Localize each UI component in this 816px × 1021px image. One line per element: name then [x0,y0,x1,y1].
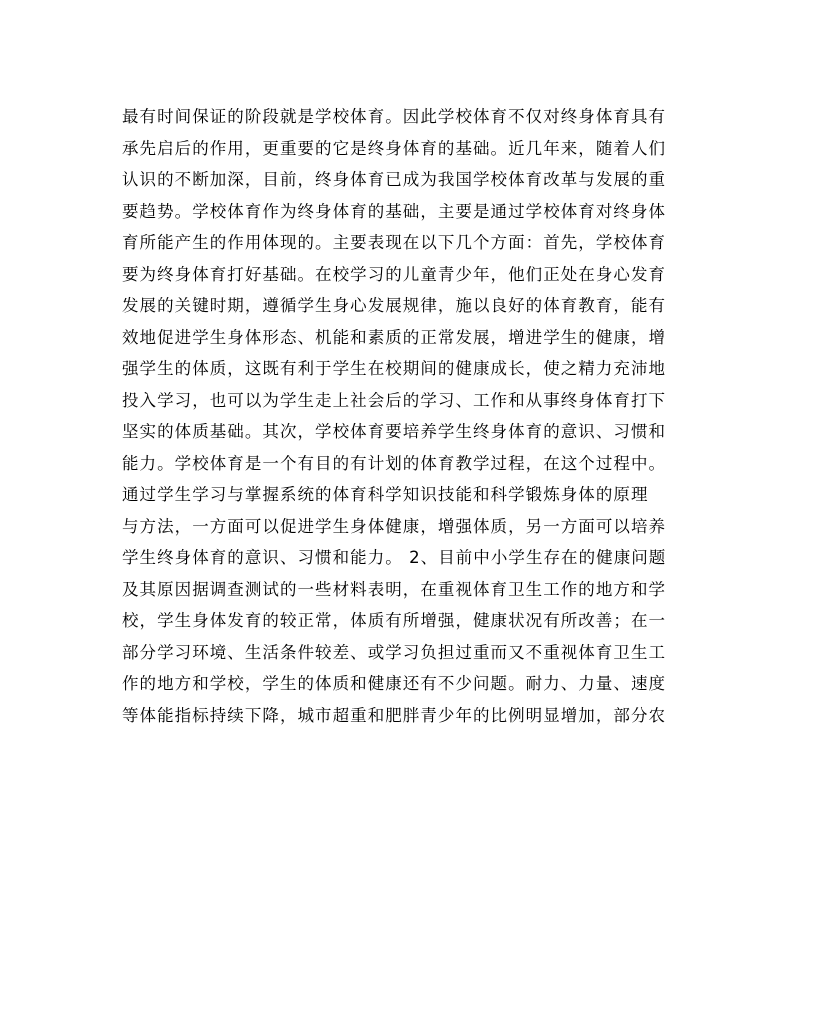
text-line: 校，学生身体发育的较正常，体质有所增强，健康状况有所改善；在一 [122,611,667,630]
text-line: 投入学习，也可以为学生走上社会后的学习、工作和从事终身体育打下 [122,390,667,410]
text-line: 认识的不断加深，目前，终身体育已成为我国学校体育改革与发展的重 [122,170,667,189]
text-line: 要趋势。学校体育作为终身体育的基础，主要是通过学校体育对终身体 [122,201,667,221]
text-line: 部分学习环境、生活条件较差、或学习负担过重而又不重视体育卫生工 [122,642,667,662]
text-line: 学生终身体育的意识、习惯和能力。 2、目前中小学生存在的健康问题 [122,548,667,567]
text-line: 发展的关键时期，遵循学生身心发展规律，施以良好的体育教育，能有 [122,296,667,315]
text-line: 坚实的体质基础。其次，学校体育要培养学生终身体育的意识、习惯和 [122,422,667,441]
body-paragraph [122,101,702,731]
text-line: 承先启后的作用，更重要的它是终身体育的基础。近几年来，随着人们 [122,138,667,158]
text-line: 要为终身体育打好基础。在校学习的儿童青少年，他们正处在身心发育 [122,264,667,284]
text-line: 作的地方和学校，学生的体质和健康还有不少问题。耐力、力量、速度 [122,674,667,693]
text-line: 等体能指标持续下降，城市超重和肥胖青少年的比例明显增加，部分农 [122,705,667,725]
text-line: 最有时间保证的阶段就是学校体育。因此学校体育不仅对终身体育具有 [122,107,667,126]
text-line: 通过学生学习与掌握系统的体育科学知识技能和科学锻炼身体的原理 [122,485,649,504]
text-line: 及其原因据调查测试的一些材料表明，在重视体育卫生工作的地方和学 [122,579,667,599]
text-line: 强学生的体质，这既有利于学生在校期间的健康成长，使之精力充沛地 [122,359,667,378]
text-line: 效地促进学生身体形态、机能和素质的正常发展，增进学生的健康，增 [122,327,667,347]
text-line: 育所能产生的作用体现的。主要表现在以下几个方面：首先，学校体育 [122,233,667,252]
text-line: 与方法，一方面可以促进学生身体健康，增强体质，另一方面可以培养 [122,516,667,536]
text-line: 能力。学校体育是一个有目的有计划的体育教学过程，在这个过程中。 [122,453,667,473]
